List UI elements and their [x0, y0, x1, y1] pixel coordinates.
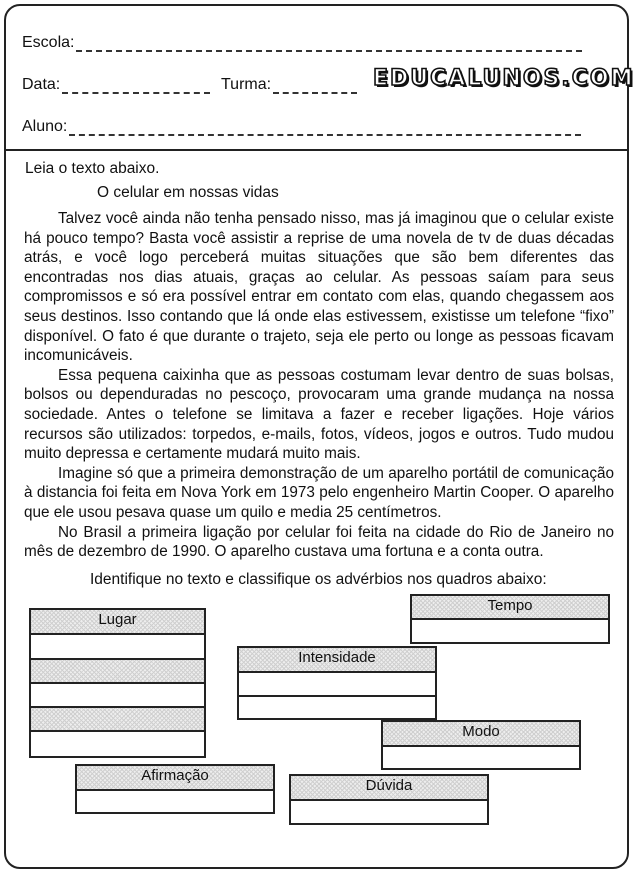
box-tempo-header: Tempo: [412, 596, 608, 620]
aluno-blank[interactable]: [69, 120, 581, 136]
paragraph-2: Essa pequena caixinha que as pessoas costumam levar dentro de suas bolsas, bolsos ou dependuradas no pescoço, provocaram uma grande mudança na nossa sociedade. Antes o telefone se limitava a fazer e receber ligações. Hoje vários recursos são utilizados: torpedos, e-mails, fotos, vídeos, jogos e outros. Tudo mudou muito depressa e certamente mudará muito mais.: [24, 366, 614, 463]
exercise-instruction: Identifique no texto e classifique os advérbios nos quadros abaixo:: [90, 571, 547, 588]
box-afirmacao-answer[interactable]: [77, 791, 273, 812]
box-modo: [381, 720, 581, 770]
box-lugar-answer-3[interactable]: [31, 732, 204, 756]
box-duvida-answer[interactable]: [291, 801, 487, 823]
escola-label: Escola:: [22, 34, 75, 51]
box-lugar-answer-2[interactable]: [31, 684, 204, 708]
aluno-field: [22, 114, 581, 136]
turma-label: Turma:: [221, 76, 272, 93]
paragraph-1: Talvez você ainda não tenha pensado nisso, mas já imaginou que o celular existe há pouco tempo? Basta você assistir a reprise de uma novela de tv de duas décadas atrás, e você logo perceberá muitas situações que são bem diferentes das encontradas nos dias atuais, graças ao celular. As pessoas saíam para seus compromissos e só era possível entrar em contato com elas, quando chegassem aos seus destinos. Isso contando que lá onde elas estivessem, existisse um telefone “fixo” disponível. O fato é que durante o trajeto, seja ele perto ou longe as pessoas ficavam incomunicáveis.: [24, 210, 614, 365]
box-lugar-header: Lugar: [31, 610, 204, 635]
box-duvida-header: Dúvida: [291, 776, 487, 801]
paragraph-3: Imagine só que a primeira demonstração de um aparelho portátil de comunicação à distancia foi feita em Nova York em 1973 pelo engenheiro Martin Cooper. O aparelho que ele usou pesava quase um quilo e media 25 centímetros.: [24, 464, 614, 521]
box-tempo-answer[interactable]: [412, 620, 608, 642]
turma-field: [221, 72, 357, 94]
intro-text: Leia o texto abaixo.: [25, 160, 160, 177]
educalunos-logo: EDUCALUNOS.COM: [373, 66, 635, 91]
data-label: Data:: [22, 76, 61, 93]
box-afirmacao: [75, 764, 275, 814]
box-lugar-shaded-row: [31, 660, 204, 684]
box-tempo: [410, 594, 610, 644]
text-title: O celular em nossas vidas: [97, 184, 279, 201]
box-intensidade-answer-1[interactable]: [239, 673, 435, 697]
box-intensidade-answer-2[interactable]: [239, 697, 435, 718]
turma-blank[interactable]: [273, 78, 357, 94]
escola-field: [22, 30, 582, 52]
box-intensidade-header: Intensidade: [239, 648, 435, 673]
escola-blank[interactable]: [76, 36, 582, 52]
paragraph-4: No Brasil a primeira ligação por celular foi feita na cidade do Rio de Janeiro no mês de dezembro de 1990. O aparelho custava uma fortuna e a conta outra.: [24, 523, 614, 561]
box-lugar-shaded-row: [31, 708, 204, 732]
data-blank[interactable]: [62, 78, 210, 94]
box-afirmacao-header: Afirmação: [77, 766, 273, 791]
box-duvida: [289, 774, 489, 825]
box-lugar: [29, 608, 206, 758]
aluno-label: Aluno:: [22, 118, 68, 135]
box-lugar-answer-1[interactable]: [31, 635, 204, 660]
box-modo-answer[interactable]: [383, 747, 579, 768]
box-intensidade: [237, 646, 437, 720]
data-field: [22, 72, 210, 94]
box-modo-header: Modo: [383, 722, 579, 747]
header-divider: [4, 149, 629, 151]
reading-text: [24, 209, 614, 562]
